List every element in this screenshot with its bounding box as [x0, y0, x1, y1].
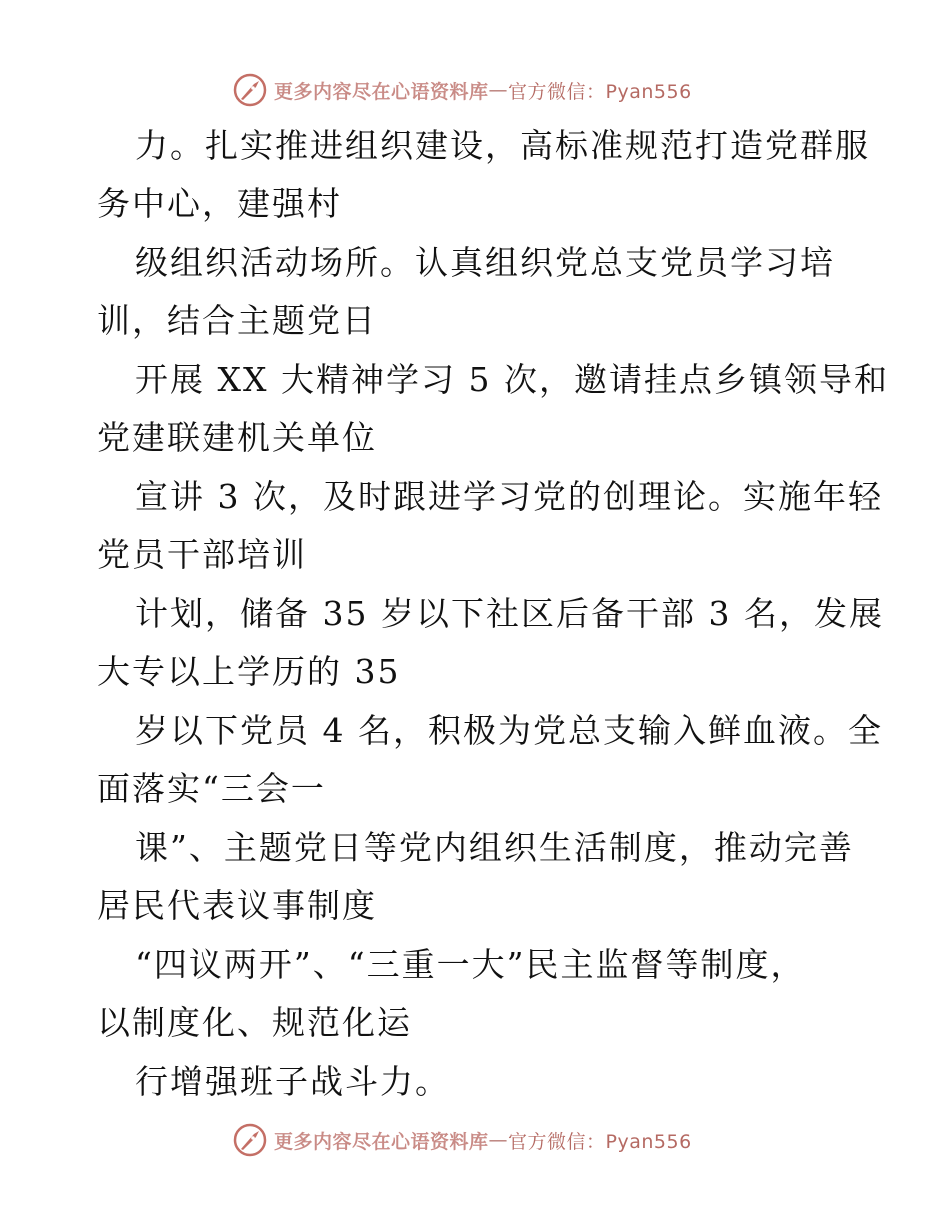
body-line: 级组织活动场所。认真组织党总支党员学习培: [135, 243, 835, 282]
body-line: 党员干部培训: [97, 535, 307, 574]
body-line: 务中心，建强村: [97, 184, 342, 223]
body-line: 力。扎实推进组织建设，高标准规范打造党群服: [135, 126, 870, 165]
body-line: 行增强班子战斗力。: [135, 1062, 450, 1101]
watermark-sub-text: 官方微信：Pyan556: [508, 1130, 692, 1153]
body-line: 训，结合主题党日: [97, 301, 377, 340]
pen-nib-logo-icon: [232, 72, 268, 108]
body-line: 党建联建机关单位: [97, 418, 377, 457]
body-line: 岁以下党员 4 名，积极为党总支输入鲜血液。全: [135, 711, 883, 750]
body-line: 计划，储备 35 岁以下社区后备干部 3 名，发展: [135, 594, 884, 633]
body-line: 居民代表议事制度: [97, 886, 377, 925]
watermark-main-text: 更多内容尽在心语资料库: [274, 80, 489, 103]
body-line: 大专以上学历的 35: [97, 652, 401, 691]
body-line: 以制度化、规范化运: [97, 1003, 412, 1042]
body-line: 开展 XX 大精神学习 5 次，邀请挂点乡镇领导和: [135, 360, 889, 399]
footer-watermark: [232, 1120, 692, 1160]
watermark-main-text: 更多内容尽在心语资料库: [274, 1130, 489, 1153]
watermark-sub-text: 官方微信：Pyan556: [508, 80, 692, 103]
header-watermark: [232, 70, 692, 110]
body-line: 课”、主题党日等党内组织生活制度，推动完善: [135, 828, 854, 867]
watermark-separator: —: [488, 1129, 509, 1151]
body-line: 宣讲 3 次，及时跟进学习党的创理论。实施年轻: [135, 477, 883, 516]
pen-nib-logo-icon: [232, 1122, 268, 1158]
watermark-separator: —: [488, 79, 509, 101]
body-line: 面落实“三会一: [97, 769, 326, 808]
body-line: “四议两开”、“三重一大”民主监督等制度，: [135, 945, 806, 984]
